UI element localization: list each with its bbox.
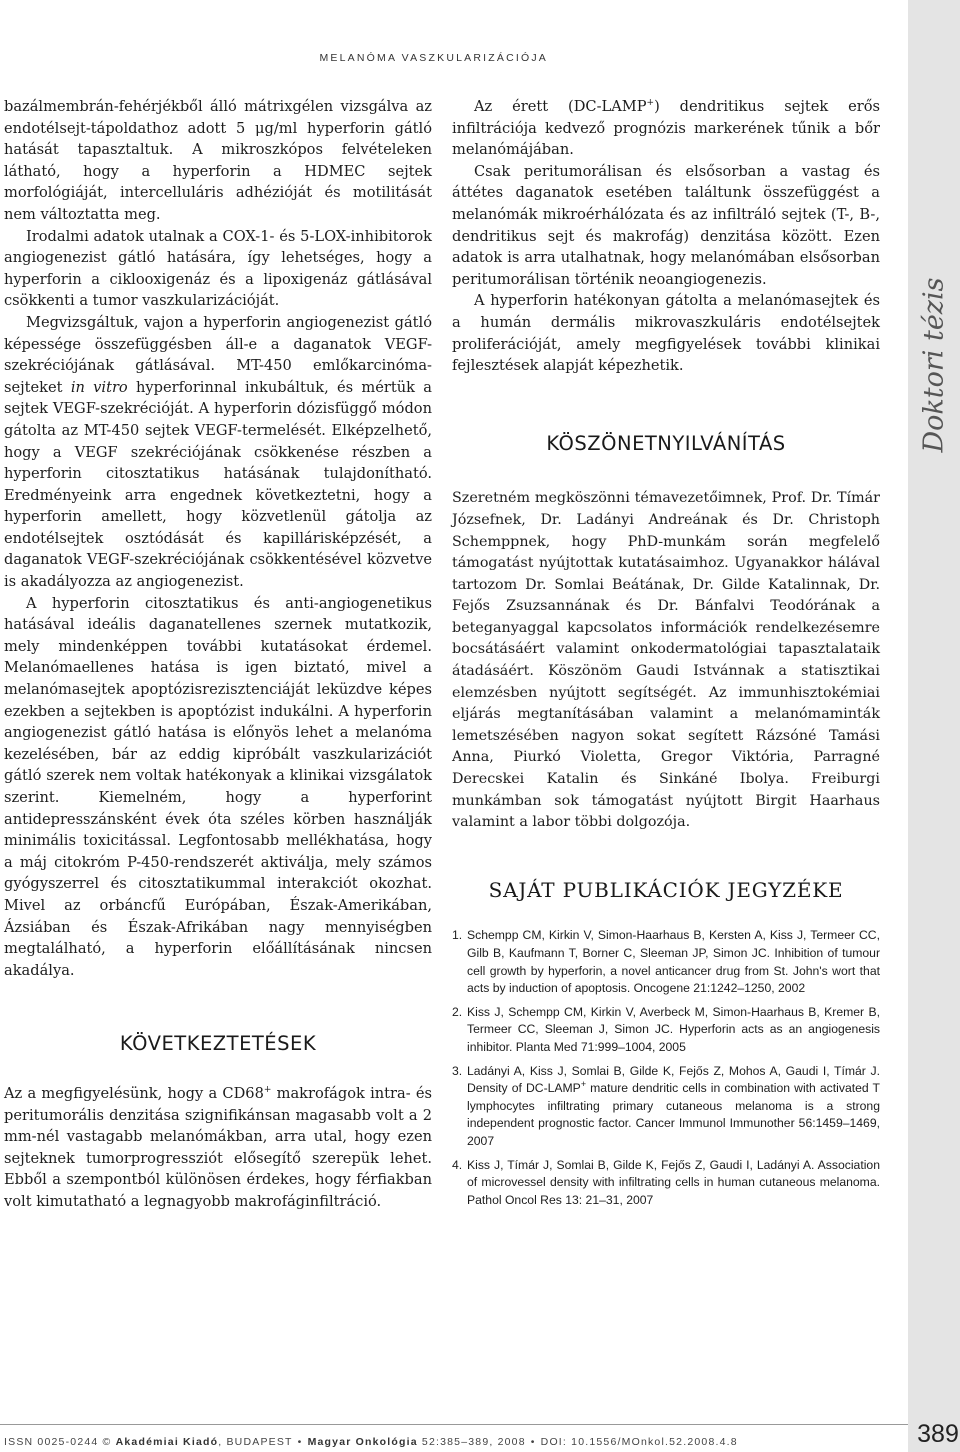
paragraph: A hyperforin citosztatikus és anti-angiogenetikus hatásával ideális daganatellenes szernek mutatkozik, mely mindenképpen további kutatásokat érdemel. Melanómaellenes hatása is igen biztató, mivel a melanómasejtek apoptózisrezisztenciáját leküzdve képes ezekben a sejtekben is apoptózist indukálni. A hyperforin angiogenezist gátló hatása is előnyös lehet a melanóma kezelésében, bár az eddig kipróbált vaszkularizációt gátló szerek nem voltak hatékonyak a klinikai vizsgálatok szerint. Kiemelném, hogy a hyperforint antidepresszánsként évek óta széles körben használják minimális toxicitással. Legfontosabb mellékhatása, hogy a máj citokróm P-450-rendszerét aktiválja, mely számos gyógyszerrel és citosztatikummal interakciót okozhat. Mivel az orbáncfű Európában, Észak-Amerikában, Ázsiában és Észak-Afrikában nagy mennyiségben megtalálható, a hyperforin előállításának nincsen akadálya. — [4, 594, 432, 979]
paragraph: Az érett (DC-LAMP+) dendritikus sejtek erős infiltrációja kedvező prognózis markerének tűnik a bőr melanómájában. — [452, 98, 880, 159]
publication-item: 4. Kiss J, Tímár J, Somlai B, Gilde K, Fejős Z, Gaudi I, Ladányi A. Association of microvessel density with infiltrating cells in human cutaneous melanoma. Pathol Oncol Res 13: 21–31, 2007 — [452, 1157, 880, 1207]
side-tab — [908, 0, 960, 1452]
paragraph: Irodalmi adatok utalnak a COX-1- és 5-LOX-inhibitorok angiogenezist gátló hatására, így lehetséges, hogy a hyperforin a ciklooxigenáz és a lipoxigenáz gátlásával csökkenti a tumor vaszkularizációját. — [4, 227, 432, 310]
page-number: 389 — [917, 1420, 959, 1448]
section-title-publications: SAJÁT PUBLIKÁCIÓK JEGYZÉKE — [488, 877, 844, 902]
section-title-acknowledgements: KÖSZÖNETNYILVÁNÍTÁS — [546, 431, 786, 455]
left-column — [4, 96, 432, 1213]
side-tab-label — [912, 277, 956, 453]
section-title-conclusions: KÖVETKEZTETÉSEK — [119, 1032, 317, 1056]
publication-item: 3. Ladányi A, Kiss J, Somlai B, Gilde K, Fejős Z, Mohos A, Gaudi I, Tímár J. Density of DC-LAMP+ mature dendritic cells in combination with activated T lymphocytes infiltrating primary cutaneous melanoma is a strong independent prognostic factor. Cancer Immunol Immunother 56:1459–1469, 2007 — [452, 1063, 880, 1148]
publication-item: 2. Kiss J, Schempp CM, Kirkin V, Averbeck M, Simon-Haarhaus B, Kremer B, Termeer CC, Sleeman J, Simon JC. Hyperforin acts as an angiogenesis inhibitor. Planta Med 71:999–1004, 2005 — [452, 1004, 880, 1054]
paragraph: bazálmembrán-fehérjékből álló mátrixgélen vizsgálva az endotélsejt-tápoldathoz adott 5 μg/ml hyperforin gátló hatását tapasztaltuk. A mikroszkópos felvételeken látható, hogy a hyperforin a HDMEC sejtek morfológiáját, intercelluláris adhézióját és motilitását nem változtatta meg. — [4, 98, 432, 223]
publication-list — [452, 927, 880, 1209]
paragraph: Megvizsgáltuk, vajon a hyperforin angiogenezist gátló képessége összefüggésben áll-e a daganatok VEGF-szekréciójának gátlásával. MT-450 emlőkarcinóma-sejteket in vitro hyperforinnal inkubáltuk, és mértük a sejtek VEGF-szekrécióját. A hyperforin dózisfüggő módon gátolta az MT-450 sejtek VEGF-termelését. Elképzelhető, hogy a VEGF szekréciójának csökkenése részben a hyperforin citosztatikus hatásának tulajdonítható. Eredményeink arra engednek következtetni, hogy a hyperforin amellett, hogy közvetlenül gátolja az endotélsejtek osztódását és kapillárisképzését, a daganatok VEGF-szekréciójának csökkentésével közvetve is akadályozza az angiogenezist. — [4, 313, 432, 591]
paragraph: Az a megfigyelésünk, hogy a CD68+ makrofágok intra- és peritumorális denzitása szignifikánsan magasabb volt a 2 mm-nél vastagabb melanómákban, arra utal, hogy ezen sejteknek tumorprogressziót elősegítő szerepük lehet. Ebből a szempontból különösen érdekes, hogy férfiakban volt kimutatható a legnagyobb makrofáginfiltráció. — [4, 1084, 432, 1210]
running-head: MELANÓMA VASZKULARIZÁCIÓJA — [319, 52, 548, 64]
footer-rule — [0, 1424, 908, 1425]
side-tab-text: Doktori tézis — [918, 277, 950, 453]
paragraph: A hyperforin hatékonyan gátolta a melanómasejtek és a humán dermális mikrovaszkuláris endotélsejtek proliferációját, amely megfigyelések további klinikai fejlesztések alapját képezhetik. — [452, 292, 880, 375]
publication-item: 1. Schempp CM, Kirkin V, Simon-Haarhaus B, Kersten A, Kiss J, Termeer CC, Gilb B, Kaufmann T, Borner C, Sleeman JP, Simon JC. Inhibition of tumour cell growth by hyperforin, a novel anticancer drug from St. John's wort that acts by induction of apoptosis. Oncogene 21:1242–1250, 2002 — [452, 928, 880, 996]
paragraph: Csak peritumorálisan és elsősorban a vastag és áttétes daganatok esetében találtunk összefüggést a melanómák mikroérhálózata és az infiltráló sejtek (T-, B-, dendritikus sejt és makrofág) denzitása között. Ezen adatok is arra utalhatnak, hogy melanómában elsősorban peritumorálisan történik neoangiogenezis. — [452, 162, 880, 288]
footer: ISSN 0025-0244 © Akadémiai Kiadó, BUDAPEST • Magyar Onkológia 52:385–389, 2008 • DOI: 10.1556/MOnkol.52.2008.4.8 — [4, 1436, 738, 1448]
paragraph: Szeretném megköszönni témavezetőimnek, Prof. Dr. Tímár Józsefnek, Dr. Ladányi Andreának és Dr. Christoph Schemppnek, hogy PhD-munkám során megfelelő támogatást nyújtottak kutatásaimhoz. Ugyanakkor hálával tartozom Dr. Somlai Beátának, Dr. Gilde Katalinnak, Dr. Fejős Zsuzsannának és Dr. Bánfalvi Teodórának a beteganyaggal kapcsolatos információk rendelkezésemre bocsátásáért valamint onkodermatológiai tapasztalataik átadásáért. Köszönöm Gaudi Istvánnak a statisztikai elemzésben nyújtott segítségét. Az immunhisztokémiai eljárás megtanításában valamint a melanómaminták lemetszésében nagyon sokat segített Rázsóné Tamási Anna, Piurkó Violetta, Gregor Viktória, Parragné Derecskei Katalin és Sinkáné Ibolya. Freiburgi munkámban sok támogatást nyújtott Birgit Haarhaus valamint a labor többi dolgozója. — [452, 490, 880, 831]
right-column — [452, 96, 880, 1215]
